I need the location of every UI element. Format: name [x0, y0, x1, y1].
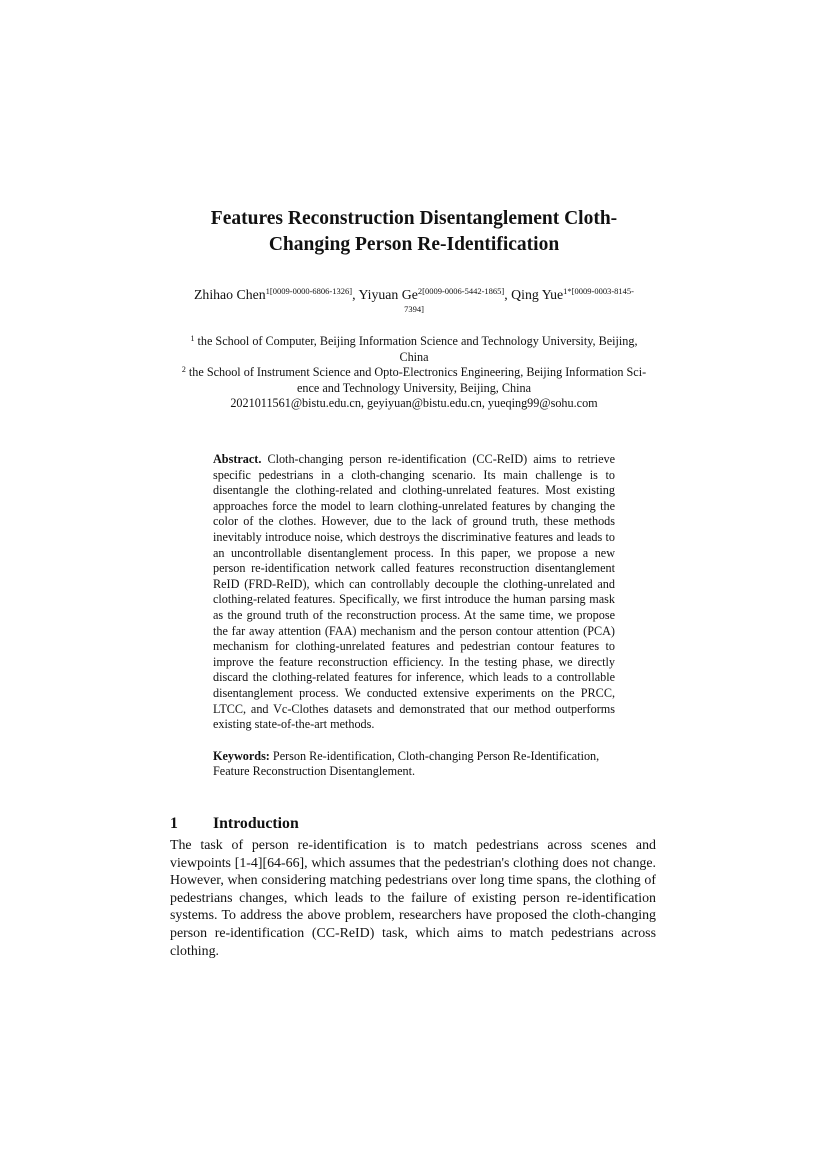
introduction-body [170, 837, 656, 960]
section-heading [170, 813, 299, 835]
author-name: Yiyuan Ge [358, 287, 418, 302]
affiliations [165, 334, 663, 412]
author-orcid: 2[0009-0006-5442-1865] [417, 286, 505, 296]
author-list [170, 286, 658, 315]
author-orcid-continued: 7394] [404, 304, 424, 314]
author-emails: 2021011561@bistu.edu.cn, geyiyuan@bistu.edu.cn, yueqing99@sohu.com [230, 396, 598, 410]
abstract-text: Cloth-changing person re-identification (CC-ReID) aims to retrieve specific pedestrians in a cloth-changing scenario. Its main challenge is to disentangle the clothing-related and clothing-unrelated features. Most existing approaches force the model to learn clothing-unrelated features by changing the color of the clothes. However, due to the lack of ground truth, these methods inevitably introduce noise, which destroys the discriminative features and leads to an uncontrollable disentanglement process. In this paper, we propose a new person re-identification network called features reconstruction disentanglement ReID (FRD-ReID), which can controllably decouple the clothing-unrelated and clothing-related features. Specifically, we first introduce the human parsing mask as the ground truth of the reconstruction process. At the same time, we propose the far away attention (FAA) mechanism and the person contour attention (PCA) mechanism for clothing-unrelated features and pedestrian contour features to improve the feature reconstruction efficiency. In the testing phase, we directly discard the clothing-related features for inference, which leads to a controllable disentanglement process. We conducted extensive experiments on the PRCC, LTCC, and Vc-Clothes datasets and demonstrated that our method outperforms existing state-of-the-art methods. [213, 452, 616, 732]
title-line-2: Changing Person Re-Identification [268, 234, 560, 255]
keywords-text: Person Re-identification, Cloth-changing Person Re-Identification, Feature Reconstruction Disentanglement. [213, 748, 600, 779]
abstract-paragraph [213, 452, 615, 733]
affiliation-2-line-1: the School of Instrument Science and Opto-Electronics Engineering, Beijing Information Sci- [185, 365, 647, 379]
paper-title [170, 206, 658, 258]
abstract-block [213, 452, 615, 780]
section-title: Introduction [213, 815, 299, 833]
author-name: Zhihao Chen [194, 287, 266, 302]
author-orcid: 1[0009-0000-6806-1326] [265, 286, 353, 296]
section-number: 1 [170, 815, 178, 833]
affiliation-1-line-2: China [399, 349, 429, 364]
affiliation-marker: 2 [181, 365, 186, 374]
title-line-1: Features Reconstruction Disentanglement Cloth- [210, 208, 618, 229]
intro-paragraph: The task of person re-identification is to match pedestrians across scenes and viewpoints [1-4][64-66], which assumes that the pedestrian's clothing does not change. However, when considering matching pedestrians over long time spans, the clothing of pedestrians changes, which leads to the failure of existing person re-identification systems. To address the above problem, researchers have proposed the cloth-changing person re-identification (CC-ReID) task, which aims to match pedestrians across clothing. [170, 838, 656, 959]
affiliation-1-line-1: the School of Computer, Beijing Information Science and Technology University, Beijing, [194, 334, 638, 348]
abstract-label: Abstract. [213, 452, 262, 466]
author-name: Qing Yue [511, 287, 564, 302]
author-orcid: 1*[0009-0003-8145- [563, 286, 634, 296]
author-separator: , [504, 287, 512, 302]
keywords-paragraph [213, 749, 615, 780]
author-separator: , [352, 287, 359, 302]
affiliation-2-line-2: ence and Technology University, Beijing, China [296, 380, 532, 395]
keywords-label: Keywords: [213, 748, 270, 763]
affiliation-marker: 1 [190, 334, 195, 343]
